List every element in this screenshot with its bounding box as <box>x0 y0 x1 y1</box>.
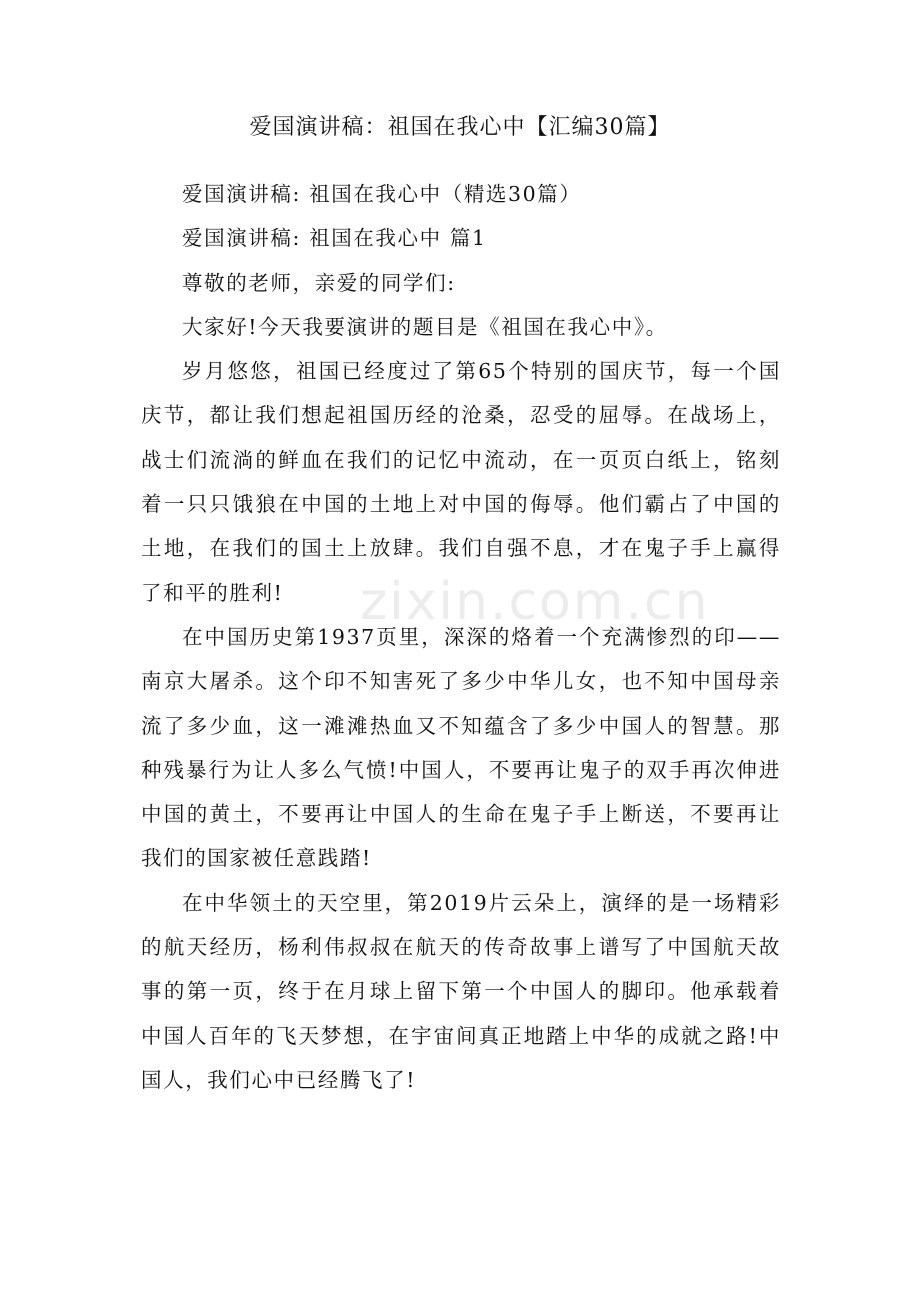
paragraph: 岁月悠悠，祖国已经度过了第65个特别的国庆节，每一个国庆节，都让我们想起祖国历经的沧桑，忍受的屈辱。在战场上，战士们流淌的鲜血在我们的记忆中流动，在一页页白纸上，铭刻着一只只饿狼在中国的土地上对中国的侮辱。他们霸占了中国的土地，在我们的国土上放肆。我们自强不息，才在鬼子手上赢得了和平的胜利! <box>141 359 781 605</box>
paragraph: 在中华领土的天空里，第2019片云朵上，演绎的是一场精彩的航天经历，杨利伟叔叔在航天的传奇故事上谱写了中国航天故事的第一页，终于在月球上留下第一个中国人的脚印。他承载着中国人百年的飞天梦想，在宇宙间真正地踏上中华的成就之路!中国人，我们心中已经腾飞了! <box>141 890 781 1092</box>
document-title: 爱国演讲稿：祖国在我心中【汇编30篇】 <box>249 115 671 140</box>
subtitle-line-1: 爱国演讲稿: 祖国在我心中（精选30篇） <box>182 182 582 206</box>
watermark: zixin.com.cn <box>360 572 710 632</box>
document-body <box>141 172 781 1102</box>
paragraph: 在中国历史第1937页里，深深的烙着一个充满惨烈的印——南京大屠杀。这个印不知害死了多少中华儿女，也不知中国母亲流了多少血，这一滩滩热血又不知蕴含了多少中国人的智慧。那种残暴行为让人多么气愤!中国人，不要再让鬼子的双手再次伸进中国的黄土，不要再让中国人的生命在鬼子手上断送，不要再让我们的国家被任意践踏! <box>141 624 781 871</box>
greeting-line: 尊敬的老师，亲爱的同学们: <box>182 270 456 295</box>
paragraph: 大家好!今天我要演讲的题目是《祖国在我心中》。 <box>182 314 668 339</box>
subtitle-line-2: 爱国演讲稿: 祖国在我心中 篇1 <box>182 226 487 251</box>
